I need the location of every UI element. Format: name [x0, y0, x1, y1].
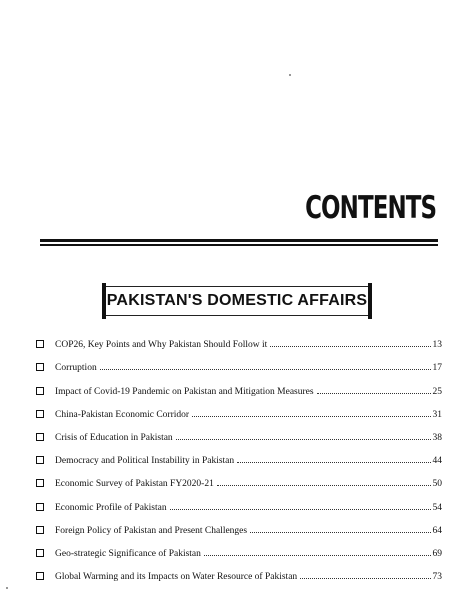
toc-item-title: Democracy and Political Instability in Pakistan: [55, 456, 235, 467]
dot-leader: [217, 485, 431, 486]
title-rule-thick: [40, 239, 438, 242]
toc-item-title: COP26, Key Points and Why Pakistan Should Follow it: [55, 340, 268, 351]
toc-item-page: 69: [432, 548, 442, 559]
dot-leader: [300, 578, 430, 579]
toc-item[interactable]: [36, 397, 442, 420]
toc-item[interactable]: [36, 559, 442, 582]
checkbox-icon: [36, 479, 44, 487]
checkbox-icon: [36, 340, 44, 348]
toc-item[interactable]: [36, 513, 442, 536]
toc-item-page: 31: [432, 409, 442, 420]
checkbox-icon: [36, 526, 44, 534]
toc-item-title: Global Warming and its Impacts on Water Resource of Pakistan: [55, 572, 298, 583]
dot-leader: [176, 439, 431, 440]
dot-leader: [204, 555, 431, 556]
dot-leader: [192, 416, 430, 417]
checkbox-icon: [36, 572, 44, 580]
dot-leader: [170, 509, 431, 510]
scan-speck: [6, 587, 8, 589]
toc-item-title: Geo-strategic Significance of Pakistan: [55, 548, 201, 559]
toc-item-page: 64: [432, 525, 442, 536]
dot-leader: [100, 369, 431, 370]
toc-item-title: Crisis of Education in Pakistan: [55, 432, 173, 443]
section-heading: PAKISTAN'S DOMESTIC AFFAIRS: [106, 292, 368, 309]
toc-item-page: 73: [432, 572, 442, 583]
toc-item[interactable]: [36, 536, 442, 559]
toc-item-page: 38: [432, 432, 442, 443]
toc-item-title: Impact of Covid-19 Pandemic on Pakistan and Mitigation Measures: [55, 386, 314, 397]
checkbox-icon: [36, 387, 44, 395]
toc-item[interactable]: [36, 466, 442, 489]
dot-leader: [250, 532, 430, 533]
toc-item-page: 50: [432, 479, 442, 490]
checkbox-icon: [36, 549, 44, 557]
toc-item[interactable]: [36, 443, 442, 466]
section-heading-box: [102, 286, 372, 316]
dot-leader: [317, 393, 431, 394]
dot-leader: [270, 346, 430, 347]
toc-item[interactable]: [36, 350, 442, 373]
table-of-contents: [36, 327, 442, 582]
checkbox-icon: [36, 363, 44, 371]
toc-item-title: Foreign Policy of Pakistan and Present Challenges: [55, 525, 248, 536]
dot-leader: [237, 462, 430, 463]
checkbox-icon: [36, 503, 44, 511]
toc-item-page: 25: [432, 386, 442, 397]
toc-item-title: Economic Profile of Pakistan: [55, 502, 167, 513]
toc-item-page: 17: [432, 363, 442, 374]
toc-item[interactable]: [36, 327, 442, 350]
toc-item[interactable]: [36, 420, 442, 443]
toc-item-title: Economic Survey of Pakistan FY2020-21: [55, 479, 214, 490]
checkbox-icon: [36, 410, 44, 418]
toc-item-page: 13: [432, 340, 442, 351]
checkbox-icon: [36, 433, 44, 441]
toc-item[interactable]: [36, 489, 442, 512]
toc-item[interactable]: [36, 373, 442, 396]
scan-speck: [289, 74, 291, 76]
toc-item-title: Corruption: [55, 363, 97, 374]
toc-item-page: 44: [432, 456, 442, 467]
toc-item-title: China-Pakistan Economic Corridor: [55, 409, 190, 420]
title-rule-thin: [40, 244, 438, 246]
checkbox-icon: [36, 456, 44, 464]
toc-item-page: 54: [432, 502, 442, 513]
page-title: CONTENTS: [304, 190, 436, 226]
